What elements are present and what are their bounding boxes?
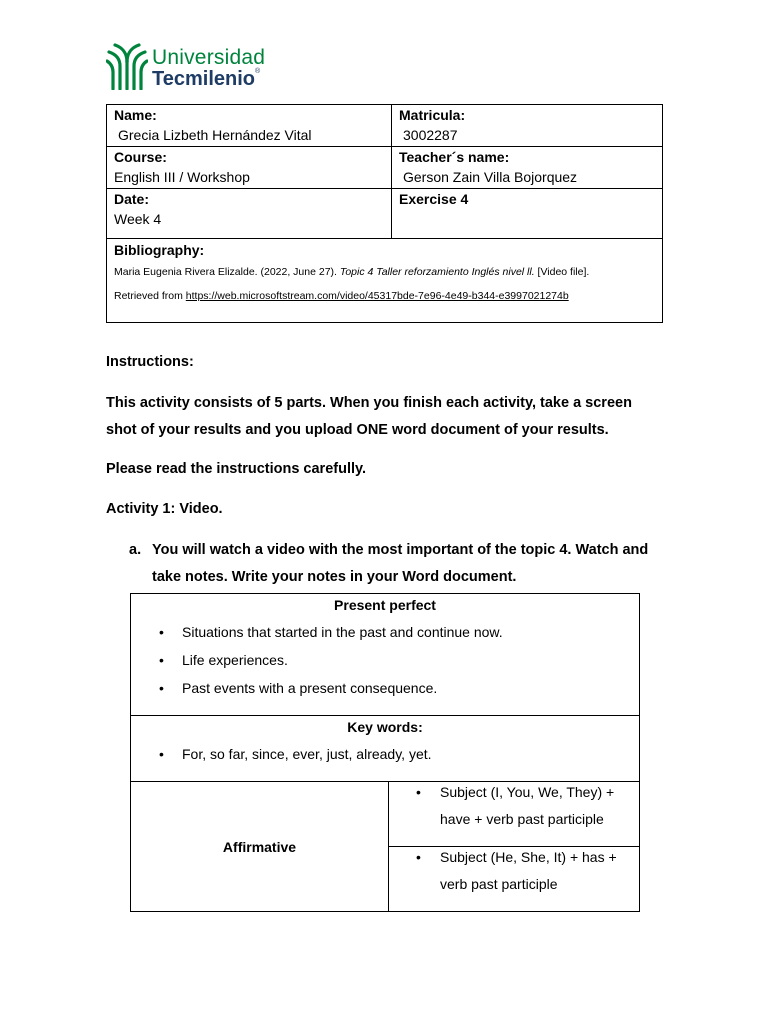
logo-text-tecmilenio: Tecmilenio®	[152, 68, 261, 90]
teacher-value: Gerson Zain Villa Bojorquez	[403, 169, 578, 185]
tecmilenio-leaf-icon	[106, 42, 148, 90]
bibliography-cell	[107, 239, 663, 323]
list-item: • Situations that started in the past and continue now.	[131, 618, 639, 646]
date-cell	[107, 189, 392, 239]
bullet-icon: •	[159, 652, 164, 668]
bullet-icon: •	[416, 849, 421, 865]
date-label: Date:	[114, 191, 150, 207]
list-item-a	[129, 537, 669, 591]
affirmative-rule-list	[389, 779, 639, 833]
matricula-value: 3002287	[403, 127, 458, 143]
teacher-cell	[392, 147, 663, 189]
affirmative-label: Affirmative	[131, 782, 389, 912]
list-item-a-text: You will watch a video with the most important of the topic 4. Watch and take notes. Write your notes in your Word document.	[152, 542, 649, 585]
date-value: Week 4	[114, 211, 162, 227]
key-words-list	[131, 740, 639, 768]
bib-format: [Video file].	[534, 266, 590, 278]
affirmative-rule-cell	[389, 782, 640, 847]
bullet-icon: •	[159, 624, 164, 640]
activity-1-heading: Activity 1: Video.	[106, 501, 223, 517]
name-label: Name:	[114, 107, 157, 123]
present-perfect-list	[131, 618, 639, 702]
read-instructions-text: Please read the instructions carefully.	[106, 461, 367, 477]
logo-text-universidad: Universidad	[152, 46, 266, 69]
notes-table	[130, 593, 640, 912]
instructions-heading: Instructions:	[106, 354, 194, 370]
present-perfect-heading: Present perfect	[334, 597, 436, 613]
matricula-label: Matricula:	[399, 107, 466, 123]
bib-retrieved: Retrieved from	[114, 290, 186, 302]
course-label: Course:	[114, 149, 167, 165]
list-item: • Subject (I, You, We, They) + have + verb past participle	[389, 779, 639, 833]
bibliography-label: Bibliography:	[114, 242, 205, 258]
course-value: English III / Workshop	[114, 169, 250, 185]
name-value: Grecia Lizbeth Hernández Vital	[118, 127, 312, 143]
matricula-cell	[392, 105, 663, 147]
bibliography-reference	[114, 260, 655, 308]
bullet-icon: •	[159, 680, 164, 696]
bullet-icon: •	[416, 784, 421, 800]
bib-title: Topic 4 Taller reforzamiento Inglés nivel ll.	[339, 266, 535, 278]
list-marker-a: a.	[129, 542, 142, 558]
list-item: • For, so far, since, ever, just, already, yet.	[131, 740, 639, 768]
teacher-label: Teacher´s name:	[399, 149, 510, 165]
list-item: • Life experiences.	[131, 646, 639, 674]
list-item: • Subject (He, She, It) + has + verb past participle	[389, 844, 639, 898]
bullet-icon: •	[159, 746, 164, 762]
present-perfect-section	[131, 594, 640, 716]
exercise-label: Exercise 4	[399, 191, 469, 207]
student-info-table	[106, 104, 663, 323]
list-item: • Past events with a present consequence.	[131, 674, 639, 702]
key-words-section	[131, 716, 640, 782]
affirmative-rule-list	[389, 844, 639, 898]
name-cell	[107, 105, 392, 147]
affirmative-rule-cell	[389, 847, 640, 912]
key-words-heading: Key words:	[347, 719, 423, 735]
bib-author: Maria Eugenia Rivera Elizalde. (2022, June 27).	[114, 266, 340, 278]
course-cell	[107, 147, 392, 189]
bib-url-link[interactable]: https://web.microsoftstream.com/video/45317bde-7e96-4e49-b344-e3997021274b	[185, 290, 569, 302]
exercise-cell	[392, 189, 663, 239]
activity-description: This activity consists of 5 parts. When you finish each activity, take a screen shot of your results and you upload ONE word document of your results.	[106, 395, 632, 438]
